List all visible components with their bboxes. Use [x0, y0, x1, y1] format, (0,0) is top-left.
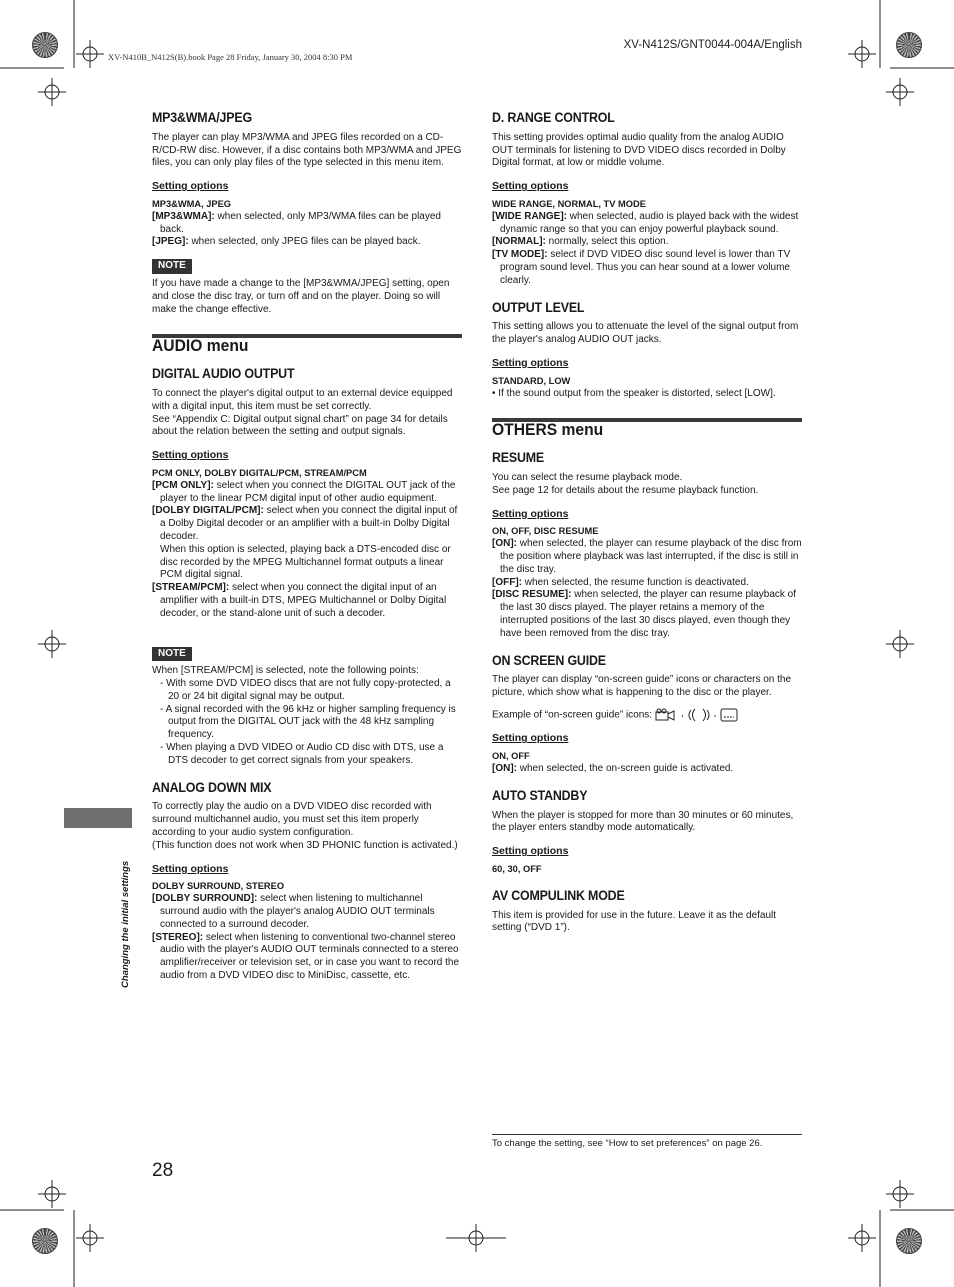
footer-rule	[492, 1134, 802, 1135]
options-list: DOLBY SURROUND, STEREO	[152, 881, 285, 892]
note-badge: NOTE	[152, 647, 192, 662]
option-item: [WIDE RANGE]: when selected, audio is played back with the widest dynamic range so that you can enjoy powerful playback sound.	[492, 210, 799, 235]
option-item: [PCM ONLY]: select when you connect the DIGITAL OUT jack of the player to the linear PCM digital input of other audio equipment.	[152, 479, 456, 504]
registration-mark	[896, 1228, 922, 1254]
setting-options-label: Setting options	[152, 862, 229, 875]
setting-options-label: Setting options	[492, 180, 569, 193]
option-item: [MP3&WMA]: when selected, only MP3/WMA files can be played back.	[152, 210, 441, 235]
setting-options-label: Setting options	[492, 356, 569, 369]
resume-description-2: See page 12 for details about the resume playback function.	[492, 484, 759, 496]
dao-description-2: See “Appendix C: Digital output signal chart” on page 34 for details about the relation between the setting and output signals.	[152, 413, 448, 438]
setting-options-label: Setting options	[152, 449, 229, 462]
option-item: [STREAM/PCM]: select when you connect the digital input of an amplifier with a built-in DTS, MPEG Multichannel or Dolby Digital decoder, or the stand-alone unit of such a decoder.	[152, 582, 447, 619]
section-title-digital-audio-output: DIGITAL AUDIO OUTPUT	[152, 366, 295, 382]
osd-icons: , ,	[655, 708, 739, 722]
document-id: XV-N412S/GNT0044-004A/English	[623, 39, 802, 51]
setting-options-label: Setting options	[492, 845, 569, 858]
option-item: [DOLBY DIGITAL/PCM]: select when you connect the digital input of a Dolby Digital decoder or an amplifier with a built-in Dolby Digital decoder.	[152, 505, 458, 542]
osg-example: Example of “on-screen guide” icons: , ,	[492, 708, 802, 722]
options-list: STANDARD, LOW	[492, 375, 571, 386]
options-list: 60, 30, OFF	[492, 863, 542, 874]
option-item: [JPEG]: when selected, only JPEG files can be played back.	[152, 236, 421, 248]
sidebar-chapter-label: Changing the initial settings	[120, 860, 131, 988]
adm-description-2: (This function does not work when 3D PHONIC function is activated.)	[152, 839, 458, 851]
setting-options-label: Setting options	[152, 180, 229, 193]
registration-mark	[32, 32, 58, 58]
options-list: PCM ONLY, DOLBY DIGITAL/PCM, STREAM/PCM	[152, 467, 367, 478]
options-list: ON, OFF	[492, 751, 530, 762]
note-point: - With some DVD VIDEO discs that are not fully copy-protected, a 20 or 24 bit digital signal may be output.	[160, 678, 451, 702]
note-intro: When [STREAM/PCM] is selected, note the following points:	[152, 665, 419, 677]
page-number: 28	[152, 1160, 174, 1181]
drc-description: This setting provides optimal audio quality from the analog AUDIO OUT terminals for listening to DVD VIDEO discs recorded in Dolby Digital format, at low or middle volume.	[492, 131, 786, 169]
footer-note: To change the setting, see “How to set preferences” on page 26.	[492, 1138, 763, 1149]
option-item: [DOLBY SURROUND]: select when listening to multichannel surround audio with the player's analog AUDIO OUT terminals connected to a surround decoder.	[152, 893, 435, 930]
output-level-tip: • If the sound output from the speaker is distorted, select [LOW].	[492, 387, 776, 399]
section-title-d-range-control: D. RANGE CONTROL	[492, 110, 615, 125]
mp3-description: The player can play MP3/WMA and JPEG files recorded on a CD-R/CD-RW disc. However, if a disc contains both MP3/WMA and JPEG files, you can only play files of the type selected in this menu item.	[152, 131, 462, 169]
resume-description: You can select the resume playback mode.	[492, 471, 683, 483]
camera-angle-icon	[655, 708, 677, 722]
auto-standby-description: When the player is stopped for more than 30 minutes or 60 minutes, the player enters standby mode automatically.	[492, 809, 794, 834]
section-title-av-compulink-mode: AV COMPULINK MODE	[492, 887, 625, 903]
subtitle-icon	[720, 708, 738, 722]
adm-description: To correctly play the audio on a DVD VIDEO disc recorded with surround multichannel audio, you must set this item properly according to your audio system configuration.	[152, 801, 432, 839]
option-item: When this option is selected, playing back a DTS-encoded disc or disc recorded by the MPEG Multichannel format outputs a linear PCM digital signal.	[160, 543, 451, 581]
output-level-description: This setting allows you to attenuate the level of the signal output from the player's analog AUDIO OUT jacks.	[492, 321, 799, 346]
dao-description: To connect the player's digital output to an external device equipped with a digital input, this item must be set correctly.	[152, 387, 453, 412]
registration-mark	[32, 1228, 58, 1254]
registration-mark	[896, 32, 922, 58]
note-point: - A signal recorded with the 96 kHz or higher sampling frequency is output from the DIGITAL OUT jack with the 48 kHz sampling frequency.	[160, 703, 456, 741]
option-item: [OFF]: when selected, the resume function is deactivated.	[492, 576, 749, 588]
osg-description: The player can display “on-screen guide” icons or characters on the picture, which show what is happening to the disc or the player.	[492, 674, 792, 699]
left-column	[152, 112, 462, 983]
option-item: [ON]: when selected, the player can resume playback of the disc from the position where playback was last interrupted, if the disc is still in the disc tray.	[492, 538, 802, 575]
section-title-analog-down-mix: ANALOG DOWN MIX	[152, 779, 272, 795]
audio-channel-icon	[688, 708, 710, 722]
setting-options-label: Setting options	[492, 507, 569, 520]
options-list: MP3&WMA, JPEG	[152, 198, 232, 209]
section-tab	[64, 808, 132, 828]
setting-options-label: Setting options	[492, 732, 569, 745]
section-title-resume: RESUME	[492, 450, 545, 466]
note-text: If you have made a change to the [MP3&WMA/JPEG] setting, open and close the disc tray, or turn off and on the player. Doing so will make the change effective.	[152, 277, 450, 315]
note-point: - When playing a DVD VIDEO or Audio CD disc with DTS, use a DTS decoder to get correct signals from your speakers.	[160, 742, 444, 766]
option-item: [DISC RESUME]: when selected, the player can resume playback of the last 30 discs played. The player retains a memory of the interrupted positions of the last 30 discs played, even though they have been removed from the disc tray.	[492, 589, 797, 639]
av-compulink-description: This item is provided for use in the future. Leave it as the default setting (“DVD 1”).	[492, 909, 777, 934]
section-title-mp3-wma-jpeg: MP3&WMA/JPEG	[152, 110, 252, 125]
others-menu-heading: OTHERS menu	[492, 418, 802, 440]
file-info: XV-N410B_N412S(B).book Page 28 Friday, January 30, 2004 8:30 PM	[108, 52, 353, 62]
options-list: WIDE RANGE, NORMAL, TV MODE	[492, 198, 646, 209]
option-item: [NORMAL]: normally, select this option.	[492, 236, 669, 248]
option-item: [ON]: when selected, the on-screen guide is activated.	[492, 762, 734, 774]
right-column	[492, 112, 802, 935]
section-title-on-screen-guide: ON SCREEN GUIDE	[492, 652, 606, 668]
section-title-output-level: OUTPUT LEVEL	[492, 299, 585, 315]
note-badge: NOTE	[152, 259, 192, 274]
option-item: [STEREO]: select when listening to conventional two-channel stereo audio with the player's AUDIO OUT terminals connected to a stereo amplifier/receiver or television set, or in case you want to record the audio from a DVD VIDEO disc to MiniDisc, cassette, etc.	[152, 931, 460, 982]
options-list: ON, OFF, DISC RESUME	[492, 526, 599, 537]
option-item: [TV MODE]: select if DVD VIDEO disc sound level is lower than TV program sound level. Thus you can hear sound at a lower volume clearly.	[492, 249, 791, 286]
section-title-auto-standby: AUTO STANDBY	[492, 787, 588, 803]
audio-menu-heading: AUDIO menu	[152, 334, 462, 356]
